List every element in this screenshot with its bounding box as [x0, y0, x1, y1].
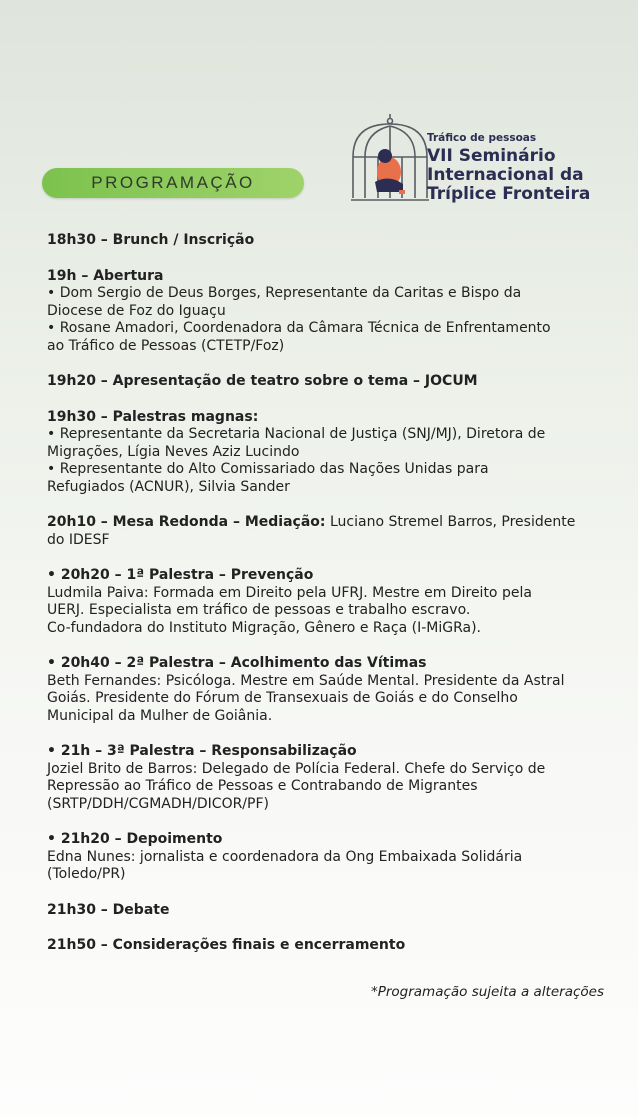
session-line: Joziel Brito de Barros: Delegado de Polícia Federal. Chefe do Serviço de	[47, 760, 546, 777]
session-line: ao Tráfico de Pessoas (CTETP/Foz)	[47, 337, 285, 354]
logo-title-line-1: VII Seminário	[427, 146, 556, 166]
session-line: do IDESF	[47, 531, 110, 548]
session-line: Goiás. Presidente do Fórum de Transexuais de Goiás e do Conselho	[47, 690, 518, 706]
session-line: Ludmila Paiva: Formada em Direito pela UFRJ. Mestre em Direito pela	[47, 584, 532, 601]
session-line: • Rosane Amadori, Coordenadora da Câmara Técnica de Enfrentamento	[47, 320, 551, 336]
session-title: • 21h – 3ª Palestra – Responsabilização	[47, 743, 357, 759]
session-line: • Representante do Alto Comissariado das Nações Unidas para	[47, 461, 489, 477]
program-label: PROGRAMAÇÃO	[42, 168, 304, 198]
session-title: 18h30 – Brunch / Inscrição	[47, 232, 255, 248]
session-line: Diocese de Foz do Iguaçu	[47, 302, 226, 319]
session-title: • 21h20 – Depoimento	[47, 831, 223, 847]
session-line: UERJ. Especialista em tráfico de pessoas e trabalho escravo.	[47, 602, 471, 618]
session-line-rest: Luciano Stremel Barros, Presidente	[325, 514, 576, 530]
session-title: • 20h20 – 1ª Palestra – Prevenção	[47, 567, 314, 583]
logo-subtitle: Tráfico de pessoas	[427, 132, 537, 144]
session-line: Migrações, Lígia Neves Aziz Lucindo	[47, 443, 300, 460]
session-line: Beth Fernandes: Psicóloga. Mestre em Saúde Mental. Presidente da Astral	[47, 672, 565, 689]
session-line: Municipal da Mulher de Goiânia.	[47, 707, 273, 724]
session-line: • Representante da Secretaria Nacional de Justiça (SNJ/MJ), Diretora de	[47, 426, 546, 442]
logo-title-line-3: Tríplice Fronteira	[427, 184, 591, 204]
session-title: 19h20 – Apresentação de teatro sobre o tema – JOCUM	[47, 373, 478, 389]
session-title: 19h – Abertura	[47, 267, 164, 284]
session-title: 19h30 – Palestras magnas:	[47, 408, 259, 425]
session-line: Refugiados (ACNUR), Silvia Sander	[47, 478, 290, 495]
session-line: Repressão ao Tráfico de Pessoas e Contrabando de Migrantes	[47, 778, 478, 794]
session-line: • Dom Sergio de Deus Borges, Representante da Caritas e Bispo da	[47, 285, 522, 301]
session-title: • 20h40 – 2ª Palestra – Acolhimento das Vítimas	[47, 655, 427, 671]
session-line: Co-fundadora do Instituto Migração, Gênero e Raça (I-MiGRa).	[47, 619, 481, 636]
session-title: 21h50 – Considerações finais e encerramento	[47, 937, 406, 953]
footer-note: *Programação sujeita a alterações	[370, 984, 604, 1000]
logo-title-line-2: Internacional da	[427, 165, 584, 185]
session-line: (Toledo/PR)	[47, 866, 126, 882]
birdcage-logo-icon	[345, 112, 435, 207]
session-line	[47, 514, 607, 532]
session-title: 21h30 – Debate	[47, 901, 170, 918]
session-line: (SRTP/DDH/CGMADH/DICOR/PF)	[47, 795, 269, 812]
seminar-logo-text	[427, 132, 590, 204]
session-title: 20h10 – Mesa Redonda – Mediação:	[47, 514, 326, 530]
session-line: Edna Nunes: jornalista e coordenadora da Ong Embaixada Solidária	[47, 848, 523, 865]
schedule	[47, 232, 607, 955]
